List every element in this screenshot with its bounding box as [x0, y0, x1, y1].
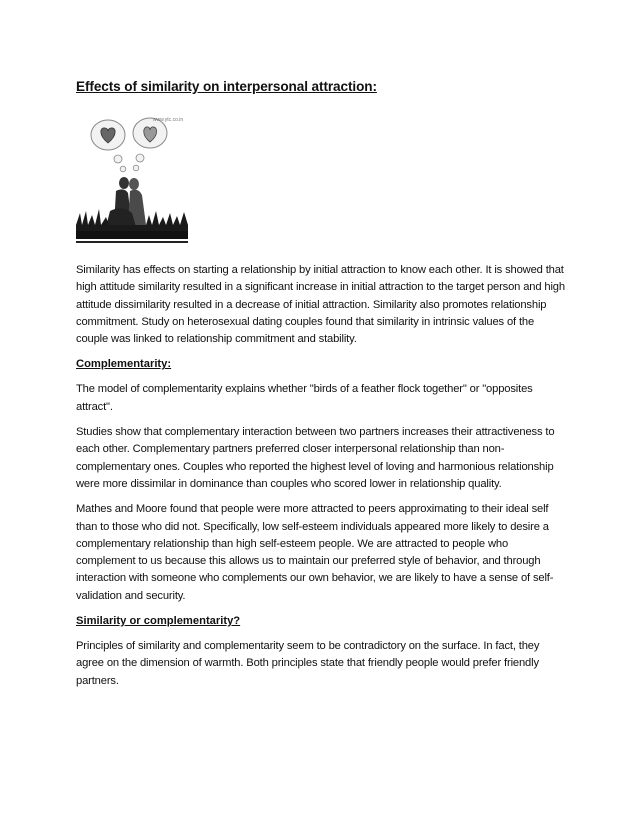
- page-title: Effects of similarity on interpersonal attraction:: [76, 79, 377, 94]
- svg-text:www.ytc.co.in: www.ytc.co.in: [152, 117, 184, 123]
- similarity-or-complementarity-heading: Similarity or complementarity?: [76, 615, 241, 628]
- complementarity-paragraph-2: Studies show that complementary interaction between two partners increases their attractiveness to each other. Complementary partners preferred closer interpersonal relationship than non-complementary ones. Couples who reported the highest level of loving and harmonious relationship were more dissimilar in dominance than couples who scored lower in relationship quality.: [76, 426, 555, 490]
- complementarity-paragraph-3: Mathes and Moore found that people were more attracted to peers approximating to their ideal self than to those who did not. Specifically, low self-esteem individuals appeared more likely to desire a complementary relationship than high self-esteem people. We are attracted to people who complement to us because this allows us to maintain our preferred style of behavior, and through interaction with someone who complements our own behavior, we are likely to have a sense of self-validation and security.: [76, 503, 554, 602]
- similarity-paragraph: Similarity has effects on starting a relationship by initial attraction to know each other. It is showed that high attitude similarity resulted in a significant increase in initial attraction to the target person and high attitude dissimilarity resulted in a decrease of initial attraction. Similarity also promotes relationship commitment. Study on heterosexual dating couples found that similarity in intrinsic values of the couple was linked to relationship commitment and stability.: [76, 264, 565, 346]
- couple-thought-bubble-hearts-icon: [76, 113, 188, 239]
- complementarity-paragraph-1: The model of complementarity explains whether "birds of a feather flock together" or "opposites attract".: [76, 383, 533, 413]
- similarity-or-complementarity-paragraph: Principles of similarity and complementarity seem to be contradictory on the surface. In fact, they agree on the dimension of warmth. Both principles state that friendly people would prefer friendly partners.: [76, 640, 540, 687]
- complementarity-heading: Complementarity:: [76, 358, 172, 371]
- couple-illustration: [76, 113, 188, 243]
- document-content: [76, 78, 568, 698]
